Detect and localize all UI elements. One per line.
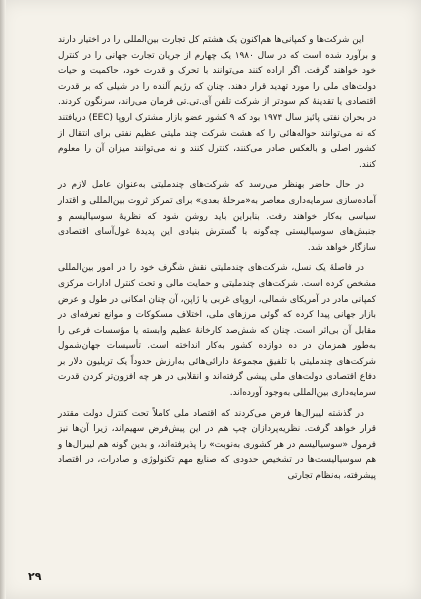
paragraph-2: در حال حاضر بهنظر می‌رسد که شرکت‌های چندملیتی به‌عنوان عامل لازم در آماده‌سازی سرمایه‌داری معاصر به«مرحلهٔ بعدی» برای تمرکز ثروت بین‌المللی و اقتدار سیاسی به‌کار خواهند رفت. بنابراین باید روشن شود که نظریهٔ سوسیالیسم و جنبش‌های سوسیالیستی چه‌گونه با گسترش بنیادی این پدیدهٔ غول‌آسای اقتصادی سازگار خواهد شد. bbox=[58, 180, 376, 253]
page-number: ۲۹ bbox=[28, 570, 42, 583]
page-binding-edge bbox=[0, 0, 6, 599]
body-text bbox=[58, 33, 376, 485]
paragraph-3: در فاصلهٔ یک نسل، شرکت‌های چندملیتی نقش شگرف خود را در امور بین‌المللی مشخص کرده است. شرکت‌های چندملیتی و حمایت مالی و تحت کنترل ادارات مرکزی کمپانی مادر در آمریکای شمالی، اروپای غربی یا ژاپن، آن چنان امکانی در طول و عرض بازار جهانی پیدا کرده که گوئی مرزهای ملی، اختلاف مسکوکات و موانع تعرفه‌ای در مقابل آن بی‌اثر است. چنان که شش‌صد کارخانهٔ عظیم وابسته یا مؤسسات فرعی را به‌طور همزمان در ده دوازده کشور به‌کار انداخته است. تأسیسات جهان‌شمول شرکت‌های چندملیتی با تلفیق مجموعهٔ دارائی‌هائی به‌ارزش حدوداً یک تریلیون دلار بر دفاع اقتصادی دولت‌های ملی پیشی گرفته‌اند و انقلابی در هر چه افزون‌تر کردن قدرت سرمایه‌داری بین‌المللی به‌وجود آورده‌اند. bbox=[58, 263, 376, 399]
paragraph-1: این شرکت‌ها و کمپانی‌ها هم‌اکنون یک هشتم کل تجارت بین‌المللی را در اختیار دارند و برآورد شده است که در سال ۱۹۸۰ یک چهارم از جریان تجارت جهانی را در کنترل خود خواهند گرفت. اگر اراده کنند می‌توانند با تحرک و قدرت خود، حاکمیت و حیات دولت‌های ملی را مورد تهدید قرار دهند. چنان که رژیم آلنده را در شیلی که بر قدرت اقتصادی یا تقدینهٔ کم سودتر از شرکت تلفن آی.تی.تی فرمان می‌راند، سرنگون کردند. در بحران نفتی پائیز سال ۱۹۷۴ بود که ۹ کشور عضو بازار مشترک اروپا (EEC) دریافتند که نه می‌توانند حواله‌هائی را که هشت شرکت چند ملیتی عظیم نفتی برای انتقال از کشور اصلی و بالعکس صادر می‌کنند، کنترل کنند و نه می‌توانند میزان آن را معلوم کنند. bbox=[58, 35, 377, 170]
paragraph-4: در گذشته لیبرال‌ها فرض می‌کردند که اقتصاد ملی کاملاً تحت کنترل دولت مقتدر قرار خواهد گرفت. نظریه‌پردازان چپ هم در این پیش‌فرض سهیم‌اند، زیرا آن‌ها نیز فرمول «سوسیالیسم در هر کشوری به‌نوبت» را پذیرفته‌اند، و بدین گونه هم لیبرال‌ها و هم سوسیالیست‌ها در تشخیص حدودی که صنایع مهم تکنولوژی و صادرات، در اقتصاد پیشرفته، به‌نظام تجارتی bbox=[58, 408, 376, 482]
